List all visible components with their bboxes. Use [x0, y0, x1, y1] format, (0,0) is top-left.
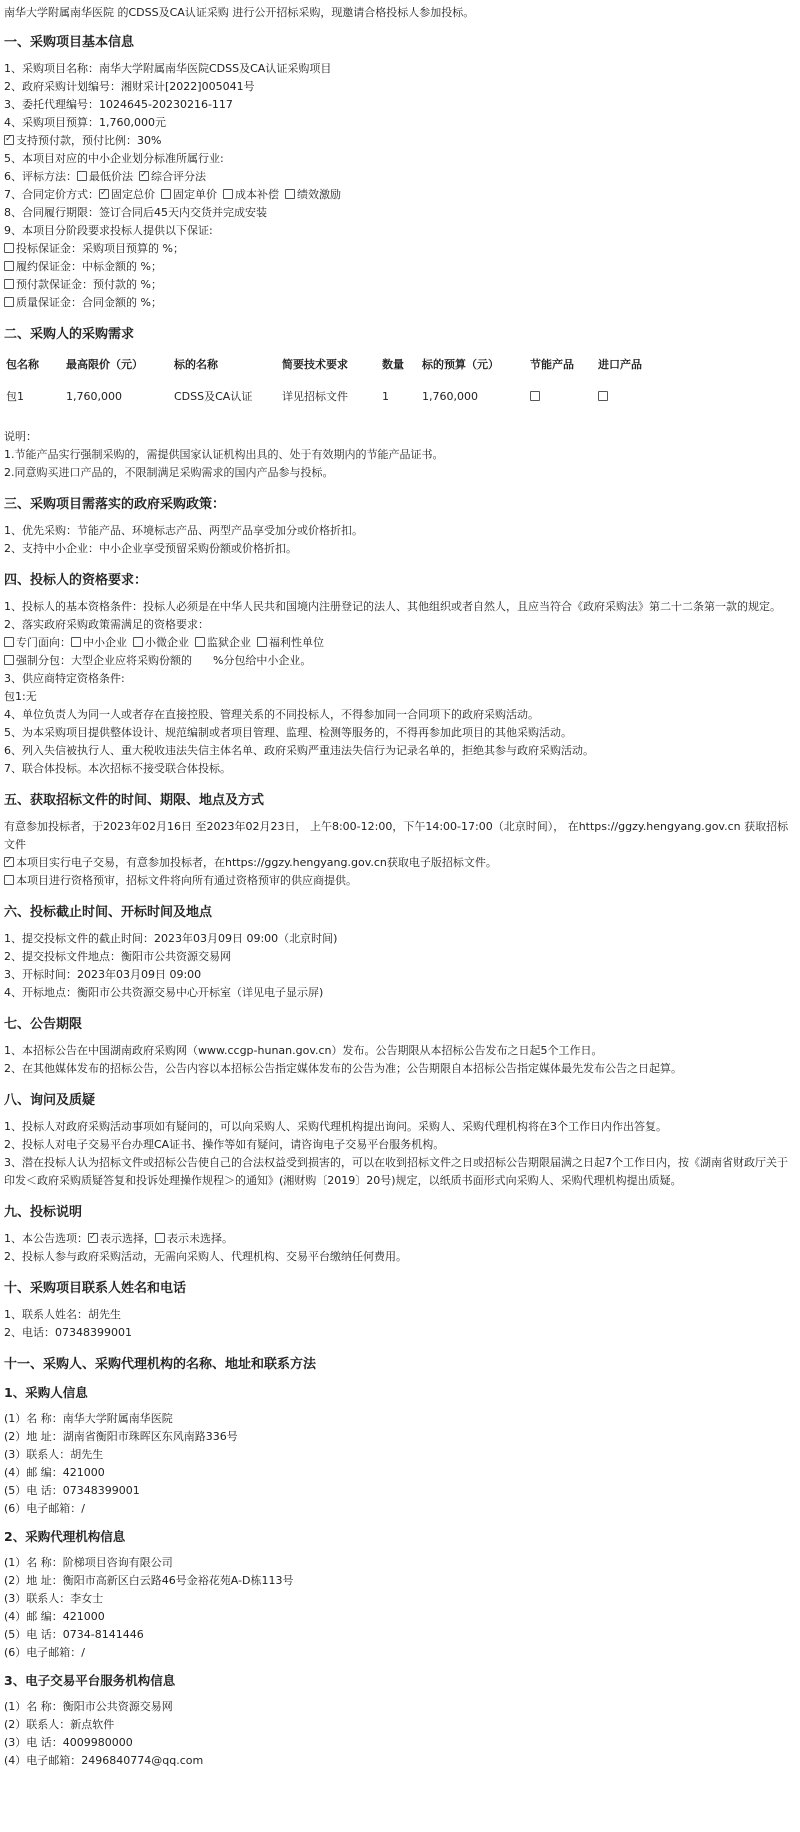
- agency-info-title: 2、采购代理机构信息: [4, 1529, 126, 1544]
- agency-phone: (5）电 话：0734-8141446: [4, 1628, 144, 1641]
- table-row: 包1 1,760,000 CDSS及CA认证 详见招标文件 1 1,760,000: [4, 382, 664, 412]
- col-imported: 进口产品: [598, 358, 642, 371]
- section-4-title: 四、投标人的资格要求：: [4, 573, 148, 588]
- prepayment-option: ✓支持预付款，预付比例：30%: [4, 132, 796, 150]
- micro-checkbox[interactable]: [133, 637, 143, 647]
- qualification-1: 1、投标人的基本资格条件：投标人必须是在中华人民共和国境内注册登记的法人、其他组织或者自然人，且应当符合《政府采购法》第二十二条第一款的规定。: [4, 600, 781, 613]
- inquiry-1: 1、投标人对政府采购活动事项如有疑问的，可以向采购人、采购代理机构提出询问。采购人、采购代理机构将在3个工作日内作出答复。: [4, 1120, 667, 1133]
- subcontract-checkbox[interactable]: [4, 655, 14, 665]
- sme-checkbox[interactable]: [71, 637, 81, 647]
- dedicated-checkbox[interactable]: [4, 637, 14, 647]
- requirements-table: [4, 352, 664, 412]
- option-legend: 1、本公告选项：✓ 表示选择， 表示未选择。: [4, 1230, 796, 1248]
- agency-email: (6）电子邮箱：/: [4, 1646, 85, 1659]
- purchaser-name: (1）名 称：南华大学附属南华医院: [4, 1412, 173, 1425]
- plan-number: 2、政府采购计划编号：湘财采计[2022]005041号: [4, 80, 255, 93]
- platform-info-title: 3、电子交易平台服务机构信息: [4, 1673, 176, 1688]
- legend-selected-checkbox: [88, 1233, 98, 1243]
- obtain-docs: 有意参加投标者，于2023年02月16日 至2023年02月23日， 上午8:00-12:00，下午14:00-17:00（北京时间）， 在https://ggzy.hengyang.gov.cn 获取招标文件: [4, 820, 789, 851]
- purchaser-email: (6）电子邮箱：/: [4, 1502, 85, 1515]
- table-header-row: [4, 352, 664, 382]
- agency-postcode: (4）邮 编：421000: [4, 1610, 105, 1623]
- col-tech-req: 简要技术要求: [282, 358, 348, 371]
- purchaser-contact: (3）联系人：胡先生: [4, 1448, 104, 1461]
- note-1: 1.节能产品实行强制采购的，需提供国家认证机构出具的、处于有效期内的节能产品证书。: [4, 448, 444, 461]
- qualification-2: 2、落实政府采购政策需满足的资格要求：: [4, 618, 209, 631]
- imported-checkbox[interactable]: [598, 391, 608, 401]
- col-item-name: 标的名称: [174, 358, 218, 371]
- bid-bond: 投标保证金：采购项目预算的 %；: [4, 240, 796, 258]
- mandatory-subcontract: 强制分包：大型企业应将采购份额的 %分包给中小企业。: [4, 652, 796, 670]
- section-10-title: 十、采购项目联系人姓名和电话: [4, 1281, 187, 1296]
- qualification-3: 3、供应商特定资格条件:: [4, 672, 125, 685]
- electronic-trading-checkbox[interactable]: [4, 857, 14, 867]
- section-7-title: 七、公告期限: [4, 1017, 83, 1032]
- purchaser-phone: (5）电 话：07348399001: [4, 1484, 140, 1497]
- prepayment-bond-checkbox[interactable]: [4, 279, 14, 289]
- submit-location: 2、提交投标文件地点：衡阳市公共资源交易网: [4, 950, 231, 963]
- qualification-6: 6、列入失信被执行人、重大税收违法失信主体名单、政府采购严重违法失信行为记录名单的，拒绝其参与政府采购活动。: [4, 744, 594, 757]
- platform-contact: (2）联系人：新点软件: [4, 1718, 115, 1731]
- performance-bond-checkbox[interactable]: [4, 261, 14, 271]
- prequalification-checkbox[interactable]: [4, 875, 14, 885]
- section-8-title: 八、询问及质疑: [4, 1093, 96, 1108]
- notice-period-2: 2、在其他媒体发布的招标公告，公告内容以本招标公告指定媒体发布的公告为准；公告期限自本招标公告指定媒体最先发布公告之日起算。: [4, 1062, 682, 1075]
- section-2-title: 二、采购人的采购需求: [4, 327, 135, 342]
- inquiry-3: 3、潜在投标人认为招标文件或招标公告使自己的合法权益受到损害的，可以在收到招标文件之日或招标公告期限届满之日起7个工作日内，按《湖南省财政厅关于印发＜政府采购质疑答复和投诉处理操作规程＞的通知》(湘财购〔2019〕20号)规定，以纸质书面形式向采购人、采购代理机构提出质疑。: [4, 1156, 788, 1187]
- qualification-4: 4、单位负责人为同一人或者存在直接控股、管理关系的不同投标人，不得参加同一合同项下的政府采购活动。: [4, 708, 539, 721]
- qualification-5: 5、为本采购项目提供整体设计、规范编制或者项目管理、监理、检测等服务的，不得再参加此项目的其他采购活动。: [4, 726, 572, 739]
- cost-compensation-checkbox[interactable]: [223, 189, 233, 199]
- budget: 4、采购项目预算：1,760,000元: [4, 116, 166, 129]
- platform-email: (4）电子邮箱：2496840774@qq.com: [4, 1754, 204, 1767]
- guarantee-intro: 9、本项目分阶段要求投标人提供以下保证:: [4, 224, 213, 237]
- quality-bond: 质量保证金：合同金额的 %；: [4, 294, 796, 312]
- agency-contact: (3）联系人：李女士: [4, 1592, 104, 1605]
- comprehensive-score-checkbox[interactable]: [139, 171, 149, 181]
- note-title: 说明：: [4, 430, 37, 443]
- prequalification: 本项目进行资格预审，招标文件将向所有通过资格预审的供应商提供。: [4, 872, 796, 890]
- section-5-title: 五、获取招标文件的时间、期限、地点及方式: [4, 793, 265, 808]
- fixed-total-checkbox[interactable]: [99, 189, 109, 199]
- contract-period: 8、合同履行期限：签订合同后45天内交货并完成安装: [4, 206, 267, 219]
- lowest-price-checkbox[interactable]: [77, 171, 87, 181]
- section-11-title: 十一、采购人、采购代理机构的名称、地址和联系方法: [4, 1357, 317, 1372]
- purchaser-postcode: (4）邮 编：421000: [4, 1466, 105, 1479]
- welfare-checkbox[interactable]: [257, 637, 267, 647]
- agency-number: 3、委托代理编号：1024645-20230216-117: [4, 98, 233, 111]
- policy-1: 1、优先采购：节能产品、环境标志产品、两型产品享受加分或价格折扣。: [4, 524, 363, 537]
- qualification-7: 7、联合体投标。本次招标不接受联合体投标。: [4, 762, 231, 775]
- section-3-title: 三、采购项目需落实的政府采购政策：: [4, 497, 226, 512]
- section-1-title: 一、采购项目基本信息: [4, 35, 135, 50]
- purchaser-address: (2）地 址：湖南省衡阳市珠晖区东风南路336号: [4, 1430, 238, 1443]
- platform-name: (1）名 称：衡阳市公共资源交易网: [4, 1700, 173, 1713]
- inquiry-2: 2、投标人对电子交易平台办理CA证书、操作等如有疑问，请咨询电子交易平台服务机构。: [4, 1138, 445, 1151]
- contract-pricing: 7、合同定价方式：✓ 固定总价 固定单价 成本补偿 绩效激励: [4, 186, 796, 204]
- policy-2: 2、支持中小企业：中小企业享受预留采购份额或价格折扣。: [4, 542, 297, 555]
- note-2: 2.同意购买进口产品的，不限制满足采购需求的国内产品参与投标。: [4, 466, 334, 479]
- col-energy-saving: 节能产品: [530, 358, 574, 371]
- agency-name: (1）名 称：阶梯项目咨询有限公司: [4, 1556, 173, 1569]
- contact-name: 1、联系人姓名：胡先生: [4, 1308, 121, 1321]
- electronic-trading: ✓本项目实行电子交易，有意参加投标者，在https://ggzy.hengyang.gov.cn获取电子版招标文件。: [4, 854, 796, 872]
- energy-saving-checkbox[interactable]: [530, 391, 540, 401]
- evaluation-method: 6、评标方法： 最低价法✓ 综合评分法: [4, 168, 796, 186]
- col-package: 包名称: [6, 358, 39, 371]
- project-name: 1、采购项目名称：南华大学附属南华医院CDSS及CA认证采购项目: [4, 62, 332, 75]
- col-max-price: 最高限价（元）: [66, 358, 143, 371]
- contact-phone: 2、电话：07348399001: [4, 1326, 132, 1339]
- col-budget: 标的预算（元）: [422, 358, 499, 371]
- notice-period-1: 1、本招标公告在中国湖南政府采购网（www.ccgp-hunan.gov.cn）发布。公告期限从本招标公告发布之日起5个工作日。: [4, 1044, 603, 1057]
- prepayment-checkbox[interactable]: [4, 135, 14, 145]
- industry-standard: 5、本项目对应的中小企业划分标准所属行业:: [4, 152, 224, 165]
- prepayment-bond: 预付款保证金：预付款的 %；: [4, 276, 796, 294]
- platform-phone: (3）电 话：4009980000: [4, 1736, 133, 1749]
- opening-location: 4、开标地点：衡阳市公共资源交易中心开标室（详见电子显示屏): [4, 986, 324, 999]
- intro-text: 南华大学附属南华医院 的CDSS及CA认证采购 进行公开招标采购，现邀请合格投标人参加投标。: [4, 6, 475, 19]
- agency-address: (2）地 址：衡阳市高新区白云路46号金裕花苑A-D栋113号: [4, 1574, 294, 1587]
- prison-checkbox[interactable]: [195, 637, 205, 647]
- purchaser-info-title: 1、采购人信息: [4, 1385, 88, 1400]
- performance-incentive-checkbox[interactable]: [285, 189, 295, 199]
- section-6-title: 六、投标截止时间、开标时间及地点: [4, 905, 213, 920]
- quality-bond-checkbox[interactable]: [4, 297, 14, 307]
- col-quantity: 数量: [382, 358, 404, 371]
- opening-time: 3、开标时间：2023年03月09日 09:00: [4, 968, 202, 981]
- performance-bond: 履约保证金：中标金额的 %；: [4, 258, 796, 276]
- bid-bond-checkbox[interactable]: [4, 243, 14, 253]
- deadline: 1、提交投标文件的截止时间：2023年03月09日 09:00（北京时间): [4, 932, 338, 945]
- section-9-title: 九、投标说明: [4, 1205, 83, 1220]
- package-condition: 包1:无: [4, 690, 37, 703]
- no-fee: 2、投标人参与政府采购活动，无需向采购人、代理机构、交易平台缴纳任何费用。: [4, 1250, 407, 1263]
- dedicated-for: 专门面向： 中小企业 小微企业 监狱企业 福利性单位: [4, 634, 796, 652]
- fixed-unit-checkbox[interactable]: [161, 189, 171, 199]
- legend-unselected-checkbox: [155, 1233, 165, 1243]
